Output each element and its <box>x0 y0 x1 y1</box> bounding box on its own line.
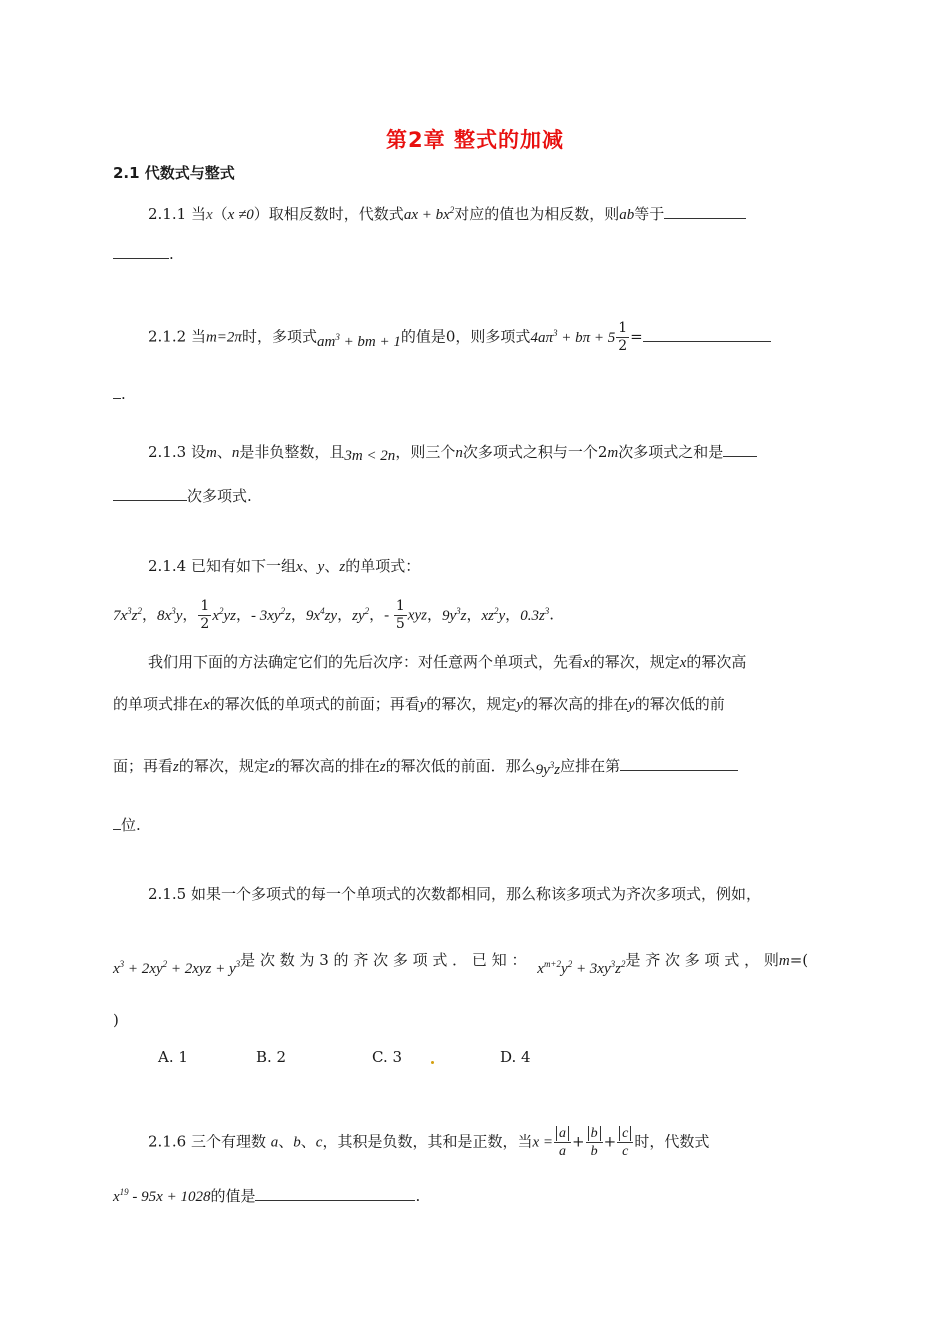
question-number: 2.1.5 <box>148 885 187 903</box>
option-a[interactable]: A. 1 <box>158 1048 188 1066</box>
question-2-1-2: 2.1.2 当m=2π时，多项式$am^3$ + bm + 1的值是0，则多项式$4a\pi^3 + b\pi + 5$ $\frac{1}{2}$ = <box>148 320 838 355</box>
option-c[interactable]: C. 3 <box>372 1048 403 1066</box>
option-b[interactable]: B. 2 <box>256 1048 287 1066</box>
question-2-1-5-line-2: $x^3 + 2xy^2 + 2xyz + y^3$是 次 数 为 3 的 齐 次 多 项 式 ． 已 知 ： $x^{m+2}y^2 + 3xy^3z^2$是 齐 次 多 项 式 ， 则m=( <box>113 951 809 977</box>
monomial-list: $7x^3z^2$，$8x^3y$， $\frac{1}{2}$ $x^2yz$，- $3xy^2z$，$9x^4zy$，$zy^2$，- $\frac{1}{5}$ xyz，$9y^3z$，$xz^2y$，$0.3z^3$. <box>113 598 555 632</box>
answer-blank[interactable] <box>113 815 121 830</box>
question-2-1-1: 2.1.1 当x（x ≠0）取相反数时，代数式ax + $bx^2$对应的值也为相反数，则ab等于 <box>148 199 838 226</box>
question-number: 2.1.4 <box>148 557 187 575</box>
answer-blank[interactable] <box>113 244 169 259</box>
question-number: 2.1.3 <box>148 443 187 461</box>
answer-blank[interactable] <box>643 327 771 342</box>
answer-blank[interactable] <box>113 486 187 501</box>
question-number: 2.1.6 <box>148 1132 187 1151</box>
option-d[interactable]: D. 4 <box>500 1048 531 1066</box>
question-2-1-5: 2.1.5 如果一个多项式的每一个单项式的次数都相同，那么称该多项式为齐次多项式，例如， <box>148 885 761 903</box>
answer-blank[interactable] <box>255 1186 415 1201</box>
question-number: 2.1.1 <box>148 205 187 223</box>
question-2-1-6-line-2: $x^{19} - 95x + 1028$的值是 . <box>113 1187 421 1205</box>
question-2-1-4-continued: 位. <box>113 814 838 836</box>
question-2-1-6: 2.1.6 三个有理数 a、b、c，其积是负数，其和是正数，当x = $\frac{a}{a}$ + $\frac{b}{b}$ + $\frac{c}{c}$ 时，代数式 <box>148 1126 710 1159</box>
question-2-1-5-line-3: ) <box>113 1011 119 1029</box>
section-heading: 2.1 代数式与整式 <box>113 164 235 182</box>
ordering-rule-line-1: 我们用下面的方法确定它们的先后次序：对任意两个单项式，先看x的幂次，规定x的幂次高 <box>148 653 747 671</box>
chapter-title: 第2章 整式的加减 <box>386 128 564 152</box>
answer-options <box>158 1046 848 1068</box>
question-2-1-3: 2.1.3 设m、n是非负整数，且3m < 2n，则三个n次多项式之积与一个2m次多项式之和是 <box>148 441 838 464</box>
question-2-1-3-continued: 次多项式. <box>113 485 838 507</box>
question-number: 2.1.2 <box>148 327 187 346</box>
ordering-rule-line-3: 面；再看z的幂次，规定z的幂次高的排在z的幂次低的前面．那么$9y^3z$应排在第 <box>113 751 838 778</box>
decorative-dot <box>431 1061 434 1064</box>
answer-blank[interactable] <box>113 384 121 399</box>
answer-blank[interactable] <box>723 442 757 457</box>
question-2-1-2-continued: . <box>113 383 838 405</box>
question-2-1-1-continued: . <box>113 243 838 265</box>
question-2-1-4: 2.1.4 已知有如下一组x、y、z的单项式： <box>148 557 421 575</box>
ordering-rule-line-2: 的单项式排在x的幂次低的单项式的前面；再看y的幂次，规定y的幂次高的排在y的幂次低的前 <box>113 695 725 713</box>
answer-blank[interactable] <box>620 756 738 771</box>
answer-blank[interactable] <box>664 204 746 219</box>
